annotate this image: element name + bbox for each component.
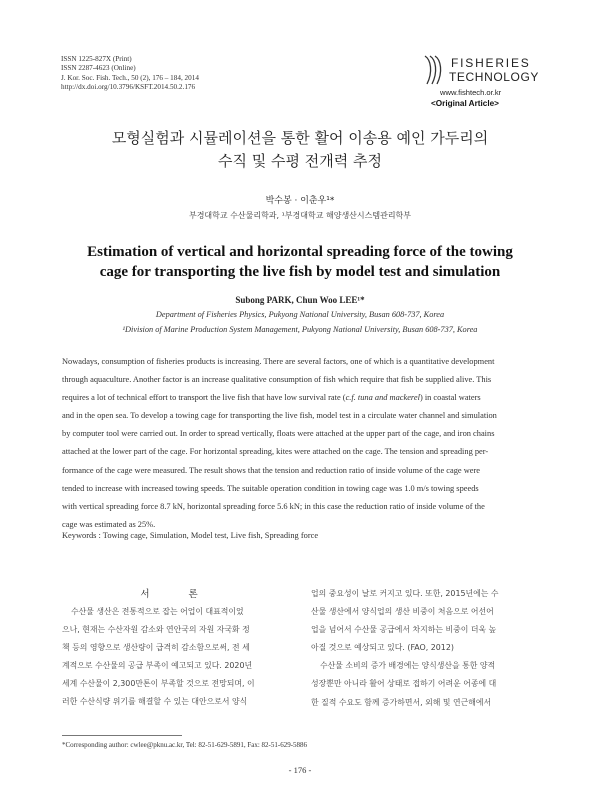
- footnote: *Corresponding author: cwlee@pknu.ac.kr, Tel: 82-51-629-5891, Fax: 82-51-629-5886: [62, 741, 308, 749]
- logo-line2: TECHNOLOGY: [449, 70, 539, 84]
- journal-meta: [61, 55, 199, 93]
- body-line: 러한 수산식량 위기를 해결할 수 있는 대안으로서 양식: [62, 697, 248, 707]
- body-line: 업을 넘어서 수산물 공급에서 차지하는 비중이 더욱 높: [311, 625, 497, 635]
- body-line: 으나, 현재는 수산자원 감소와 연안국의 자원 자국화 정: [62, 625, 250, 635]
- body-line: 아질 것으로 예상되고 있다. (FAO, 2012): [311, 643, 454, 653]
- issn-print: ISSN 1225-827X (Print): [61, 55, 132, 63]
- body-line: 세계 수산물이 2,300만톤이 부족할 것으로 전망되며, 이: [62, 679, 255, 689]
- body-line: 한 질적 수요도 함께 증가하면서, 외해 및 연근해에서: [311, 697, 492, 707]
- korean-affiliation: 부경대학교 수산물리학과, ¹부경대학교 해양생산시스템관리학부: [188, 211, 412, 220]
- body-right-column: [311, 585, 543, 712]
- body-line: 책 등의 영향으로 생산량이 급격히 감소함으로써, 전 세: [62, 643, 250, 653]
- fish-logo-icon: [419, 54, 539, 88]
- abstract-line: through aquaculture. Another factor is an increase qualitative consumption of fish which require that fish be supplied alive. This: [62, 375, 492, 385]
- body-line: 수산물 생산은 전통적으로 잡는 어업이 대표적이었: [71, 607, 244, 616]
- abstract: [62, 353, 542, 534]
- abstract-line: and in the open sea. To develop a towing cage for transporting the live fish, model test in a circulate water channel and simulation: [62, 411, 497, 421]
- abstract-line: Nowadays, consumption of fisheries products is increasing. There are several factors, one of which is a quantitative development: [62, 357, 495, 366]
- english-title-line1: Estimation of vertical and horizontal spreading force of the towing: [87, 244, 513, 260]
- keywords: Keywords : Towing cage, Simulation, Model test, Live fish, Spreading force: [62, 531, 319, 540]
- korean-authors: 박수봉 · 이춘우¹*: [265, 196, 335, 206]
- abstract-line: tended to increase with increased towing speeds. The suitable operation condition in towing cage was 1.0 m/s towing speeds: [62, 483, 479, 493]
- journal-url[interactable]: www.fishtech.or.kr: [440, 88, 502, 97]
- article-type: <Original Article>: [431, 99, 499, 108]
- logo-line1: FISHERIES: [451, 56, 531, 70]
- abstract-line: attached at the lower part of the cage. For horizontal spreading, kites were attached on the cage. The tension and spreading per-: [62, 447, 489, 457]
- abstract-line: by computer tool were carried out. In order to spread vertically, floats were attached at the upper part of the cage, and iron chains: [62, 429, 495, 439]
- issn-online: ISSN 2287-4623 (Online): [61, 64, 136, 73]
- korean-title-line2: 수직 및 수평 전개력 추정: [218, 152, 382, 170]
- english-affiliation-2: ¹Division of Marine Production System Management, Pukyong National University, Busan 608-737, Korea: [122, 325, 478, 334]
- body-line: 계적으로 수산물의 공급 부족이 예고되고 있다. 2020년: [62, 661, 253, 671]
- body-line: 성장뿐만 아니라 활어 상태로 접하기 어려운 어종에 대: [311, 679, 497, 689]
- body-left-column: [62, 603, 294, 712]
- doi-link[interactable]: http://dx.doi.org/10.3796/KSFT.2014.50.2.176: [61, 83, 196, 92]
- abstract-line: requires a lot of technical effort to transport the live fish that have low survival rate (c.f. tuna and mackerel) in coastal waters: [62, 393, 481, 403]
- abstract-line: cage was estimated as 25%.: [62, 519, 156, 529]
- english-affiliation-1: Department of Fisheries Physics, Pukyong National University, Busan 608-737, Korea: [155, 310, 445, 319]
- body-line: 업의 중요성이 날로 커지고 있다. 또한, 2015년에는 수: [311, 589, 499, 598]
- english-title-line2: cage for transporting the live fish by model test and simulation: [99, 264, 501, 280]
- body-line: 산물 생산에서 양식업의 생산 비중이 처음으로 어선어: [311, 607, 494, 617]
- abstract-line: with vertical spreading force 8.7 kN, horizontal spreading force 5.6 kN; in this case the reduction ratio of inside volume of the: [62, 501, 485, 511]
- page-number: - 176 -: [288, 765, 312, 775]
- english-authors: Subong PARK, Chun Woo LEE¹*: [235, 295, 365, 305]
- abstract-line: formance of the cage were measured. The result shows that the tension and reduction ratio of inside volume of the cage were: [62, 465, 480, 475]
- citation: J. Kor. Soc. Fish. Tech., 50 (2), 176 – 184, 2014: [61, 73, 199, 82]
- footnote-divider: [62, 735, 182, 736]
- section-title-introduction: 서 론: [140, 589, 216, 600]
- body-line: 수산물 소비의 증가 배경에는 양식생산을 통한 양적: [320, 661, 496, 671]
- korean-title-line1: 모형실험과 시뮬레이션을 통한 활어 이송용 예인 가두리의: [111, 129, 489, 147]
